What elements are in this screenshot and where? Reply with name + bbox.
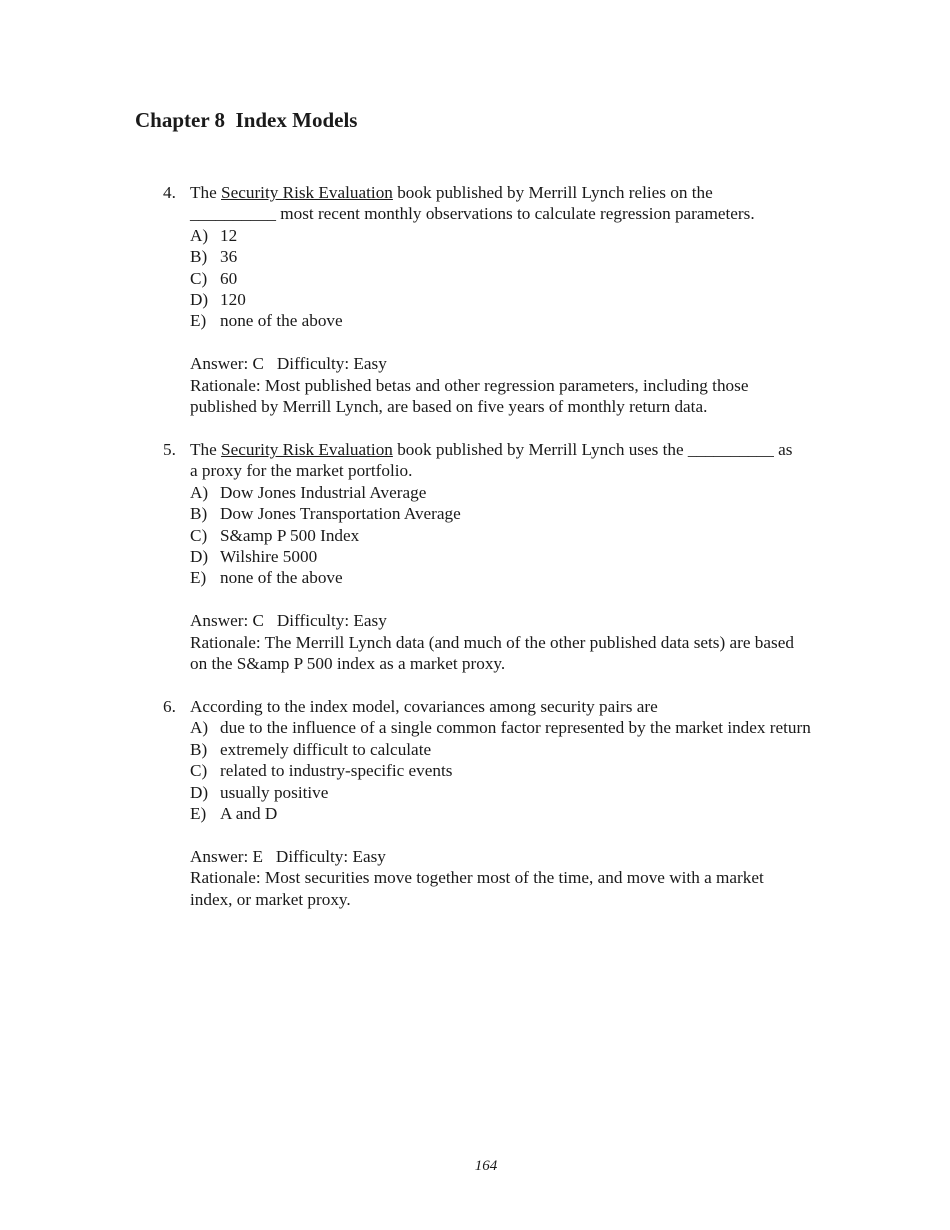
- option-a: A) Dow Jones Industrial Average: [190, 482, 427, 502]
- option-e: E) A and D: [190, 804, 278, 824]
- rationale-line: index, or market proxy.: [190, 889, 351, 909]
- answer-line: Answer: C Difficulty: Easy: [190, 611, 387, 631]
- option-a: A) 12: [190, 225, 238, 245]
- stem-text: According to the index model, covariances among security pairs are: [190, 697, 658, 716]
- option-c: C) related to industry-specific events: [190, 761, 453, 781]
- options-list: [163, 717, 853, 824]
- question-number: 4.: [163, 183, 176, 202]
- options-list: [163, 482, 853, 589]
- answer-line: Answer: E Difficulty: Easy: [190, 846, 386, 866]
- answer-block: [163, 846, 853, 910]
- question-stem: [163, 696, 853, 717]
- chapter-title: Chapter 8 Index Models: [135, 108, 358, 132]
- rationale-line: Rationale: Most published betas and other regression parameters, including those: [190, 375, 749, 395]
- answer-block: [163, 610, 853, 674]
- stem-continuation: __________ most recent monthly observations to calculate regression parameters.: [190, 204, 755, 224]
- question-stem: [163, 182, 853, 203]
- question-5: [163, 439, 853, 674]
- question-4: [163, 182, 853, 417]
- rationale-line: Rationale: Most securities move together most of the time, and move with a market: [190, 868, 764, 888]
- stem-text: book published by Merrill Lynch uses the __________ as: [392, 440, 793, 459]
- stem-text: book published by Merrill Lynch relies on the: [392, 183, 713, 202]
- question-number: 5.: [163, 440, 176, 459]
- rationale-line: published by Merrill Lynch, are based on five years of monthly return data.: [190, 397, 708, 417]
- option-c: C) S&amp P 500 Index: [190, 525, 360, 545]
- option-d: D) 120: [190, 290, 246, 310]
- answer-block: [163, 353, 853, 417]
- option-e: E) none of the above: [190, 568, 343, 588]
- option-c: C) 60: [190, 268, 238, 288]
- options-list: [163, 225, 853, 332]
- answer-line: Answer: C Difficulty: Easy: [190, 354, 387, 374]
- option-b: B) 36: [190, 247, 238, 267]
- option-a: A) due to the influence of a single common factor represented by the market index return: [190, 718, 811, 738]
- rationale-line: Rationale: The Merrill Lynch data (and much of the other published data sets) are based: [190, 632, 794, 652]
- rationale-line: on the S&amp P 500 index as a market proxy.: [190, 654, 506, 674]
- option-e: E) none of the above: [190, 311, 343, 331]
- option-d: D) Wilshire 5000: [190, 547, 318, 567]
- stem-text: The: [190, 440, 222, 459]
- option-d: D) usually positive: [190, 782, 329, 802]
- question-number: 6.: [163, 697, 176, 716]
- page-number: 164: [474, 1158, 498, 1174]
- stem-text: The: [190, 183, 222, 202]
- question-6: [163, 696, 853, 910]
- question-stem: [163, 439, 853, 460]
- book-title: Security Risk Evaluation: [221, 440, 393, 459]
- stem-continuation: a proxy for the market portfolio.: [190, 461, 413, 481]
- option-b: B) extremely difficult to calculate: [190, 739, 432, 759]
- option-b: B) Dow Jones Transportation Average: [190, 504, 461, 524]
- book-title: Security Risk Evaluation: [221, 183, 393, 202]
